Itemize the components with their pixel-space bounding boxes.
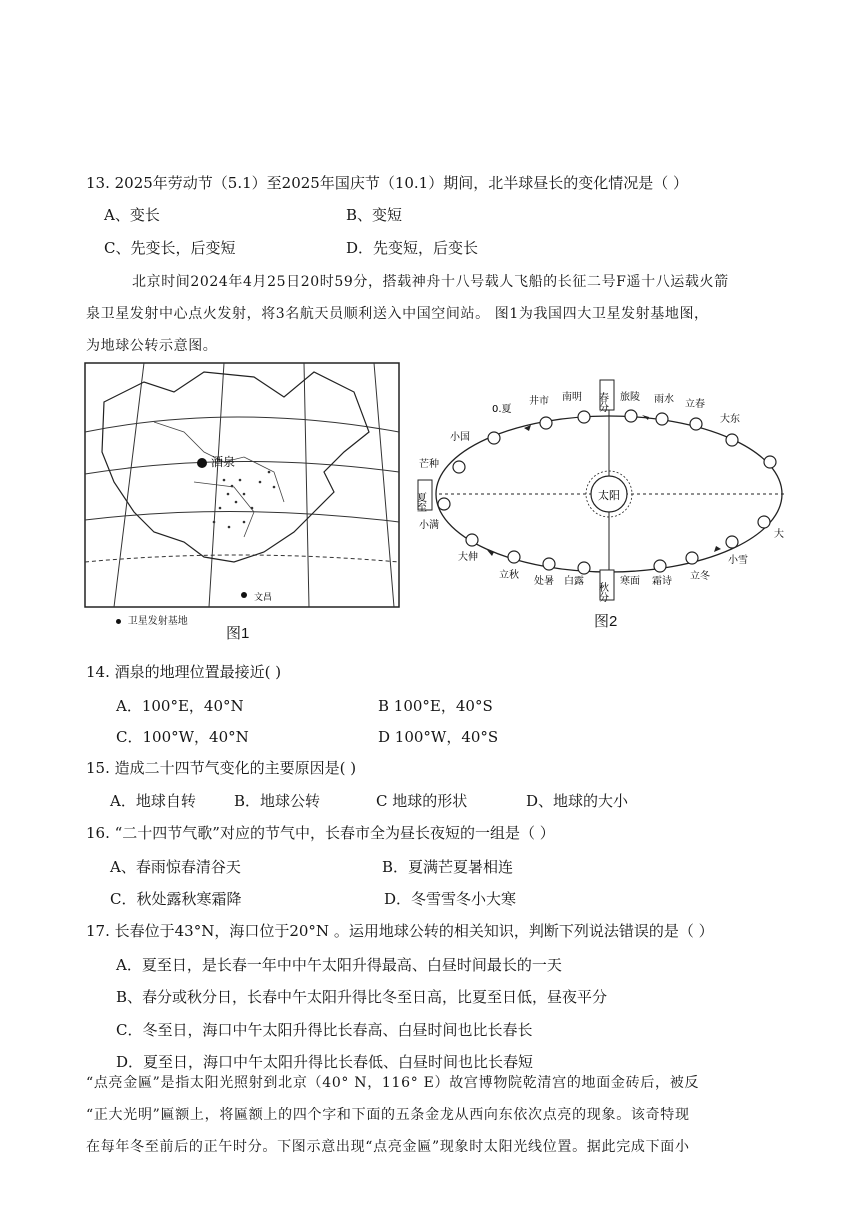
q15-option-a: A．地球自转 xyxy=(110,792,196,810)
wenchang-label: 文昌 xyxy=(254,593,273,603)
q15-option-b: B．地球公转 xyxy=(234,792,321,810)
q15-stem: 15. 造成二十四节气变化的主要原因是( ) xyxy=(86,759,357,777)
passage2-line-2: “正大光明”匾额上，将匾额上的四个字和下面的五条金龙从西向东依次点亮的现象。该奇特现 xyxy=(86,1107,690,1123)
term-11: 立秋 xyxy=(499,570,519,581)
term-9: 小满 xyxy=(419,520,439,531)
jiuquan-label: 酒泉 xyxy=(211,455,236,469)
term-4: 雨水 xyxy=(654,394,674,405)
figure1-legend xyxy=(116,612,188,627)
legend-dot-icon xyxy=(116,619,121,624)
passage1-line-2: 泉卫星发射中心点火发射，将3名航天员顺利送入中国空间站。 图1为我国四大卫星发射基地图， xyxy=(86,306,709,322)
q16-option-a: A、春雨惊春清谷天 xyxy=(110,858,241,876)
q14-option-d: D 100°W，40°S xyxy=(378,728,499,746)
term-0: 0.夏 xyxy=(492,404,512,415)
term-3: 旅陵 xyxy=(620,392,640,403)
q15-option-d: D、地球的大小 xyxy=(526,792,629,810)
term-10: 大伸 xyxy=(458,552,478,563)
q14-stem: 14. 酒泉的地理位置最接近( ) xyxy=(86,663,282,681)
passage2-line-1: “点亮金匾”是指太阳光照射到北京（40° N，116° E）故宫博物院乾清宫的地面金砖后，被反 xyxy=(86,1075,700,1091)
term-1: 井市 xyxy=(529,396,549,407)
q16-option-b: B．夏满芒夏暑相连 xyxy=(382,858,514,876)
figure2-orbit xyxy=(414,372,794,612)
q17-option-b: B、春分或秋分日，长春中午太阳升得比冬至日高，比夏至日低，昼夜平分 xyxy=(116,988,608,1006)
term-16: 立冬 xyxy=(690,571,710,582)
term-8: 芒种 xyxy=(419,459,439,470)
term-17: 小雪 xyxy=(728,555,748,566)
sun-label: 太阳 xyxy=(598,489,620,502)
term-7: 小国 xyxy=(450,432,470,443)
autumn-equinox-box-label: 秋分 xyxy=(596,582,608,602)
q16-option-d: D．冬雪雪冬小大寒 xyxy=(384,890,517,908)
q17-option-d: D．夏至日，海口中午太阳升得比长春低、白昼时间也比长春短 xyxy=(116,1053,534,1071)
q15-option-c: C 地球的形状 xyxy=(376,792,468,810)
term-13: 白露 xyxy=(564,576,584,587)
q16-stem: 16. “二十四节气歌”对应的节气中，长春市全为昼长夜短的一组是（ ） xyxy=(86,824,555,842)
q16-option-c: C．秋处露秋寒霜降 xyxy=(110,890,242,908)
q13-stem: 13. 2025年劳动节（5.1）至2025年国庆节（10.1）期间，北半球昼长的变化情况是（ ） xyxy=(86,174,688,192)
q14-option-a: A．100°E，40°N xyxy=(116,697,244,715)
q13-option-d: D．先变短，后变长 xyxy=(346,239,479,257)
passage2-line-3: 在每年冬至前后的正午时分。下图示意出现“点亮金匾”现象时太阳光线位置。据此完成下面小 xyxy=(86,1139,690,1155)
figure2-caption: 图2 xyxy=(594,613,618,630)
passage1-line-3: 为地球公转示意图。 xyxy=(86,338,218,354)
q14-option-c: C．100°W，40°N xyxy=(116,728,249,746)
term-2: 南明 xyxy=(562,392,582,403)
passage1-line-1: 北京时间2024年4月25日20时59分，搭载神舟十八号载人飞船的长征二号F遥十八运载火箭 xyxy=(132,274,729,290)
term-5: 立春 xyxy=(685,399,705,410)
legend-label: 卫星发射基地 xyxy=(127,616,188,627)
term-12: 处暑 xyxy=(534,576,554,587)
term-15: 霜诗 xyxy=(652,576,672,587)
term-14: 寒面 xyxy=(620,576,640,587)
q13-option-c: C、先变长，后变短 xyxy=(104,239,236,257)
summer-solstice-box-label: 夏至 xyxy=(414,492,426,512)
term-6: 大东 xyxy=(720,414,740,425)
figure1-map xyxy=(84,362,402,612)
q17-option-c: C．冬至日，海口中午太阳升得比长春高、白昼时间也比长春长 xyxy=(116,1021,533,1039)
term-18: 大 xyxy=(774,529,784,540)
q17-option-a: A．夏至日，是长春一年中中午太阳升得最高、白昼时间最长的一天 xyxy=(116,956,562,974)
q13-option-b: B、变短 xyxy=(346,206,403,224)
q14-option-b: B 100°E，40°S xyxy=(378,697,493,715)
figure1-caption: 图1 xyxy=(226,625,250,642)
q13-option-a: A、变长 xyxy=(104,206,160,224)
spring-equinox-box-label: 春分 xyxy=(596,392,608,412)
q17-stem: 17. 长春位于43°N，海口位于20°N 。运用地球公转的相关知识，判断下列说法错误的是（ ） xyxy=(86,922,714,940)
